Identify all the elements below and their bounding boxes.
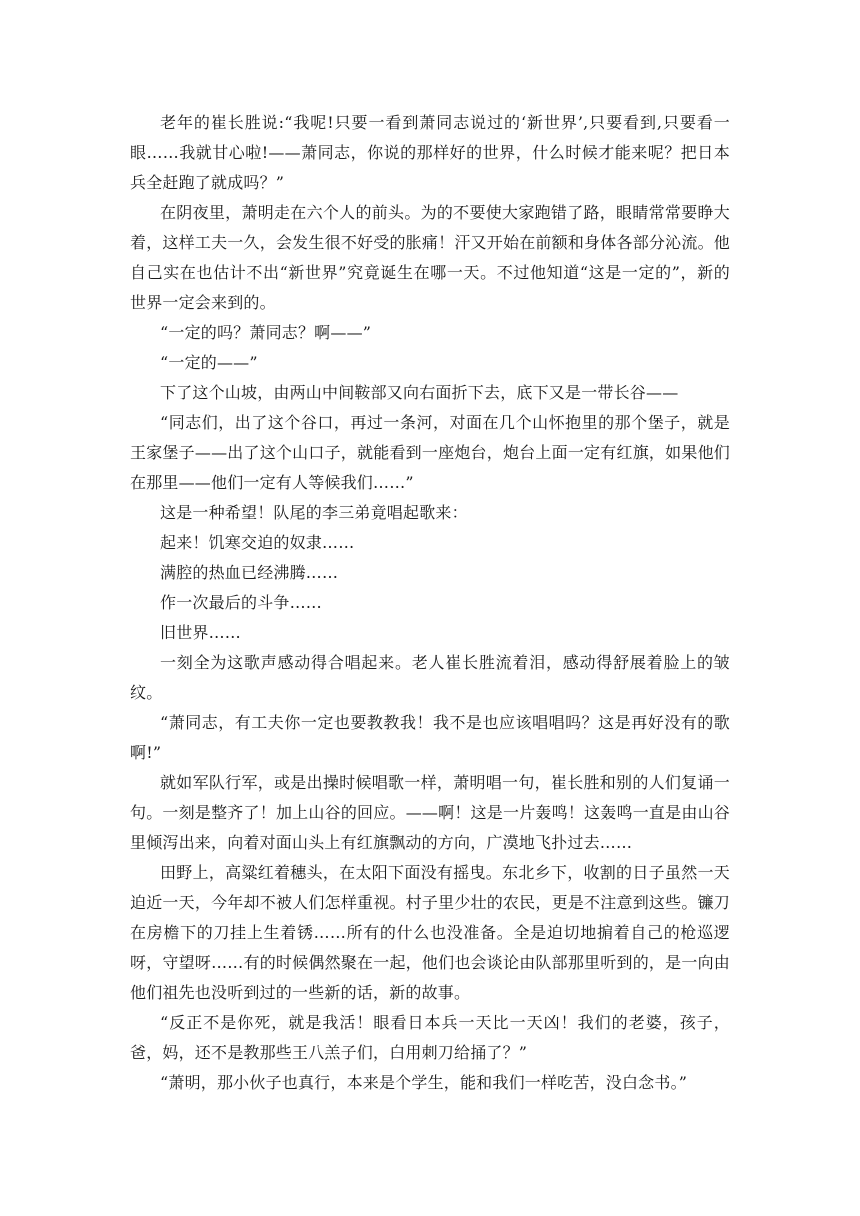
paragraph: 在阴夜里，萧明走在六个人的前头。为的不要使大家跑错了路，眼睛常常要睁大着，这样工夫一久，会发生很不好受的胀痛！汗又开始在前额和身体各部分沁流。他自己实在也估计不出“新世界”究竟诞生在哪一天。不过他知道“这是一定的”，新的世界一定会来到的。 (130, 203, 730, 312)
paragraph: “一定的吗？萧同志？啊——” (160, 323, 372, 342)
song-line: 作一次最后的斗争…… (160, 593, 323, 612)
paragraph: “反正不是你死，就是我活！眼看日本兵一天比一天凶！我们的老婆，孩子，爸，妈，还不是教那些王八羔子们，白用刺刀给捅了？” (130, 1013, 730, 1062)
paragraph: 老年的崔长胜说:“我呢!只要一看到萧同志说过的‘新世界’,只要看到,只要看一眼……我就甘心啦!——萧同志，你说的那样好的世界，什么时候才能来呢？把日本兵全赶跑了就成吗？” (130, 113, 730, 192)
song-line: 旧世界…… (160, 623, 242, 642)
paragraph: 下了这个山坡，由两山中间鞍部又向右面折下去，底下又是一带长谷—— (160, 383, 679, 402)
paragraph: 这是一种希望！队尾的李三弟竟唱起歌来： (160, 503, 468, 522)
paragraph: 一刻全为这歌声感动得合唱起来。老人崔长胜流着泪，感动得舒展着脸上的皱纹。 (130, 653, 730, 702)
paragraph: “一定的——” (160, 353, 258, 372)
paragraph: “同志们，出了这个谷口，再过一条河，对面在几个山怀抱里的那个堡子，就是王家堡子——出了这个山口子，就能看到一座炮台，炮台上面一定有红旗，如果他们在那里——他们一定有人等候我们……” (130, 413, 730, 492)
paragraph: “萧同志，有工夫你一定也要教教我！我不是也应该唱唱吗？这是再好没有的歌啊!” (130, 713, 730, 762)
song-line: 起来！饥寒交迫的奴隶…… (160, 533, 355, 552)
document-page (130, 108, 730, 1098)
paragraph: “萧明，那小伙子也真行，本来是个学生，能和我们一样吃苦，没白念书。” (160, 1073, 688, 1092)
song-line: 满腔的热血已经沸腾…… (160, 563, 339, 582)
paragraph: 就如军队行军，或是出操时候唱歌一样，萧明唱一句，崔长胜和别的人们复诵一句。一刻是整齐了！加上山谷的回应。——啊！这是一片轰鸣！这轰鸣一直是由山谷里倾泻出来，向着对面山头上有红旗飘动的方向，广漠地飞扑过去…… (130, 773, 730, 852)
paragraph: 田野上，高粱红着穗头，在太阳下面没有摇曳。东北乡下，收割的日子虽然一天迫近一天，今年却不被人们怎样重视。村子里少壮的农民，更是不注意到这些。镰刀在房檐下的刀挂上生着锈……所有的什么也没准备。全是迫切地掮着自己的枪巡逻呀，守望呀……有的时候偶然聚在一起，他们也会谈论由队部那里听到的，是一向由他们祖先也没听到过的一些新的话，新的故事。 (130, 863, 730, 1002)
